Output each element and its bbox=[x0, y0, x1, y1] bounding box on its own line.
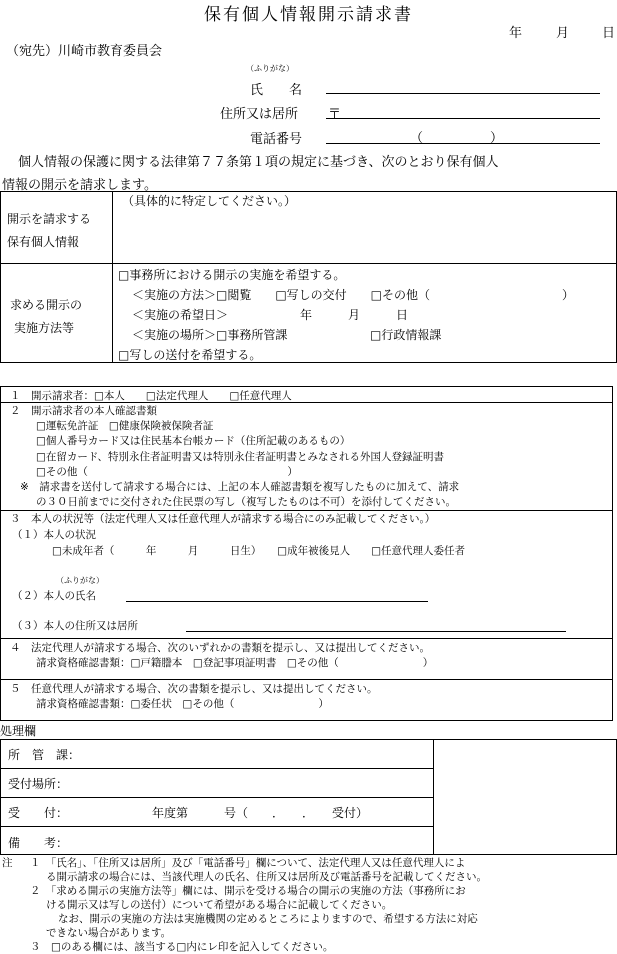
furigana-label: （ふりがな） bbox=[246, 64, 294, 73]
info-hint: （具体的に特定してください。） bbox=[122, 194, 297, 208]
notes-label: 注 bbox=[2, 857, 13, 869]
principal-address-field[interactable] bbox=[186, 631, 566, 632]
table-divider bbox=[0, 263, 617, 264]
preferred-date-label: ＜実施の希望日＞ bbox=[132, 308, 229, 322]
section-3-title: ３ 本人の状況等（法定代理人又は任意代理人が請求する場合にのみ記載してください。） bbox=[10, 513, 436, 525]
section-2-title: ２ 開示請求者の本人確認書類 bbox=[10, 405, 157, 417]
received-label: 受 付： bbox=[8, 806, 69, 820]
address-label: 住所又は居所 bbox=[220, 107, 299, 122]
note-3: ３ □のある欄には、該当する□内にレ印を記入してください。 bbox=[30, 941, 334, 953]
section-4-documents[interactable]: 請求資格確認書類：□戸籍謄本 □登記事項証明書 □その他（ ） bbox=[36, 657, 434, 669]
section-3-1-options[interactable]: □未成年者（ 年 月 日生） □成年被後見人 □任意代理人委任者 bbox=[52, 545, 466, 557]
section-2-option-1[interactable]: □運転免許証 □健康保険被保険者証 bbox=[36, 420, 214, 432]
page-title: 保有個人情報開示請求書 bbox=[204, 5, 413, 25]
intro-line-2: 情報の開示を請求します。 bbox=[2, 178, 157, 193]
date-month-label: 月 bbox=[556, 26, 570, 41]
note-1-line-2: る開示請求の場合には、当該代理人の氏名、住所又は居所及び電話番号を記載してください。 bbox=[46, 871, 487, 883]
postal-mark: 〒 bbox=[328, 107, 342, 122]
section-5-title: ５ 任意代理人が請求する場合、次の書類を提示し、又は提出してください。 bbox=[10, 683, 378, 695]
method-label-line-1: 求める開示の bbox=[10, 298, 83, 312]
section-3-3-label: （３）本人の住所又は居所 bbox=[12, 620, 138, 632]
method-implementation-options[interactable]: ＜実施の方法＞□閲覧 □写しの交付 □その他（ ） bbox=[132, 288, 575, 302]
method-label-line-2: 実施方法等 bbox=[14, 321, 75, 335]
reception-place-label: 受付場所： bbox=[8, 777, 69, 791]
copy-delivery-option[interactable]: □写しの送付を希望する。 bbox=[118, 348, 262, 362]
method-office-option[interactable]: □事務所における開示の実施を希望する。 bbox=[118, 268, 346, 282]
place-admin-option[interactable]: □行政情報課 bbox=[370, 328, 442, 342]
note-1-line-1: １ 「氏名」、「住所又は居所」及び「電話番号」欄について、法定代理人又は任意代理人によ bbox=[30, 857, 466, 869]
remarks-label: 備 考： bbox=[8, 836, 69, 850]
dept-label: 所 管 課： bbox=[8, 748, 81, 762]
note-2-line-4: できない場合があります。 bbox=[46, 927, 172, 939]
section-3-furigana: （ふりがな） bbox=[56, 576, 104, 585]
processing-heading: 処理欄 bbox=[0, 724, 37, 738]
section-2-option-3[interactable]: □在留カード、特別永住者証明書又は特別永住者証明書とみなされる外国人登録証明書 bbox=[36, 451, 444, 463]
addressee: （宛先）川崎市教育委員会 bbox=[6, 44, 163, 59]
section-2-note-2: の３０日前までに交付された住民票の写し（複写したものは不可）を添付してください。 bbox=[36, 496, 456, 508]
phone-field[interactable] bbox=[326, 143, 600, 144]
address-field[interactable] bbox=[326, 118, 600, 119]
section-2-option-2[interactable]: □個人番号カード又は住民基本台帳カード（住所記載のあるもの） bbox=[36, 435, 351, 447]
received-fields: 年度第 号（ ． ． 受付） bbox=[152, 806, 369, 820]
name-label: 氏 名 bbox=[250, 83, 303, 98]
section-5-documents[interactable]: 請求資格確認書類：□委任状 □その他（ ） bbox=[36, 698, 329, 710]
table-column-divider bbox=[112, 191, 113, 363]
info-label-line-1: 開示を請求する bbox=[7, 212, 92, 226]
name-field[interactable] bbox=[326, 93, 600, 94]
date-year-label: 年 bbox=[509, 26, 523, 41]
phone-close-paren: ） bbox=[490, 131, 504, 146]
place-office-option[interactable]: ＜実施の場所＞□事務所管課 bbox=[132, 328, 288, 342]
section-2-note-1: ※ 請求書を送付して請求する場合には、上記の本人確認書類を複写したものに加えて、請求 bbox=[20, 481, 460, 493]
preferred-date-fields[interactable]: 年 月 日 bbox=[300, 308, 409, 322]
phone-open-paren: （ bbox=[410, 131, 424, 146]
note-2-line-2: ける開示又は写しの送付）について希望がある場合に記載してください。 bbox=[46, 899, 393, 911]
intro-line-1: 個人情報の保護に関する法律第７７条第１項の規定に基づき、次のとおり保有個人 bbox=[18, 155, 499, 170]
section-4-title: ４ 法定代理人が請求する場合、次のいずれかの書類を提示し、又は提出してください。 bbox=[10, 642, 430, 654]
info-label-line-2: 保有個人情報 bbox=[7, 235, 80, 249]
note-2-line-1: ２ 「求める開示の実施方法等」欄には、開示を受ける場合の開示の実施の方法（事務所にお bbox=[30, 885, 466, 897]
note-2-line-3: なお、開示の実施の方法は実施機関の定めるところによりますので、希望する方法に対応 bbox=[58, 913, 478, 925]
section-1-requester-type[interactable]: １ 開示請求者：□本人 □法定代理人 □任意代理人 bbox=[10, 390, 292, 402]
date-day-label: 日 bbox=[602, 26, 616, 41]
section-3-2-label: （２）本人の氏名 bbox=[12, 590, 96, 602]
section-3-1-label: （１）本人の状況 bbox=[12, 529, 96, 541]
section-2-option-4[interactable]: □その他（ ） bbox=[36, 466, 298, 478]
principal-name-field[interactable] bbox=[126, 601, 428, 602]
phone-label: 電話番号 bbox=[250, 132, 303, 147]
